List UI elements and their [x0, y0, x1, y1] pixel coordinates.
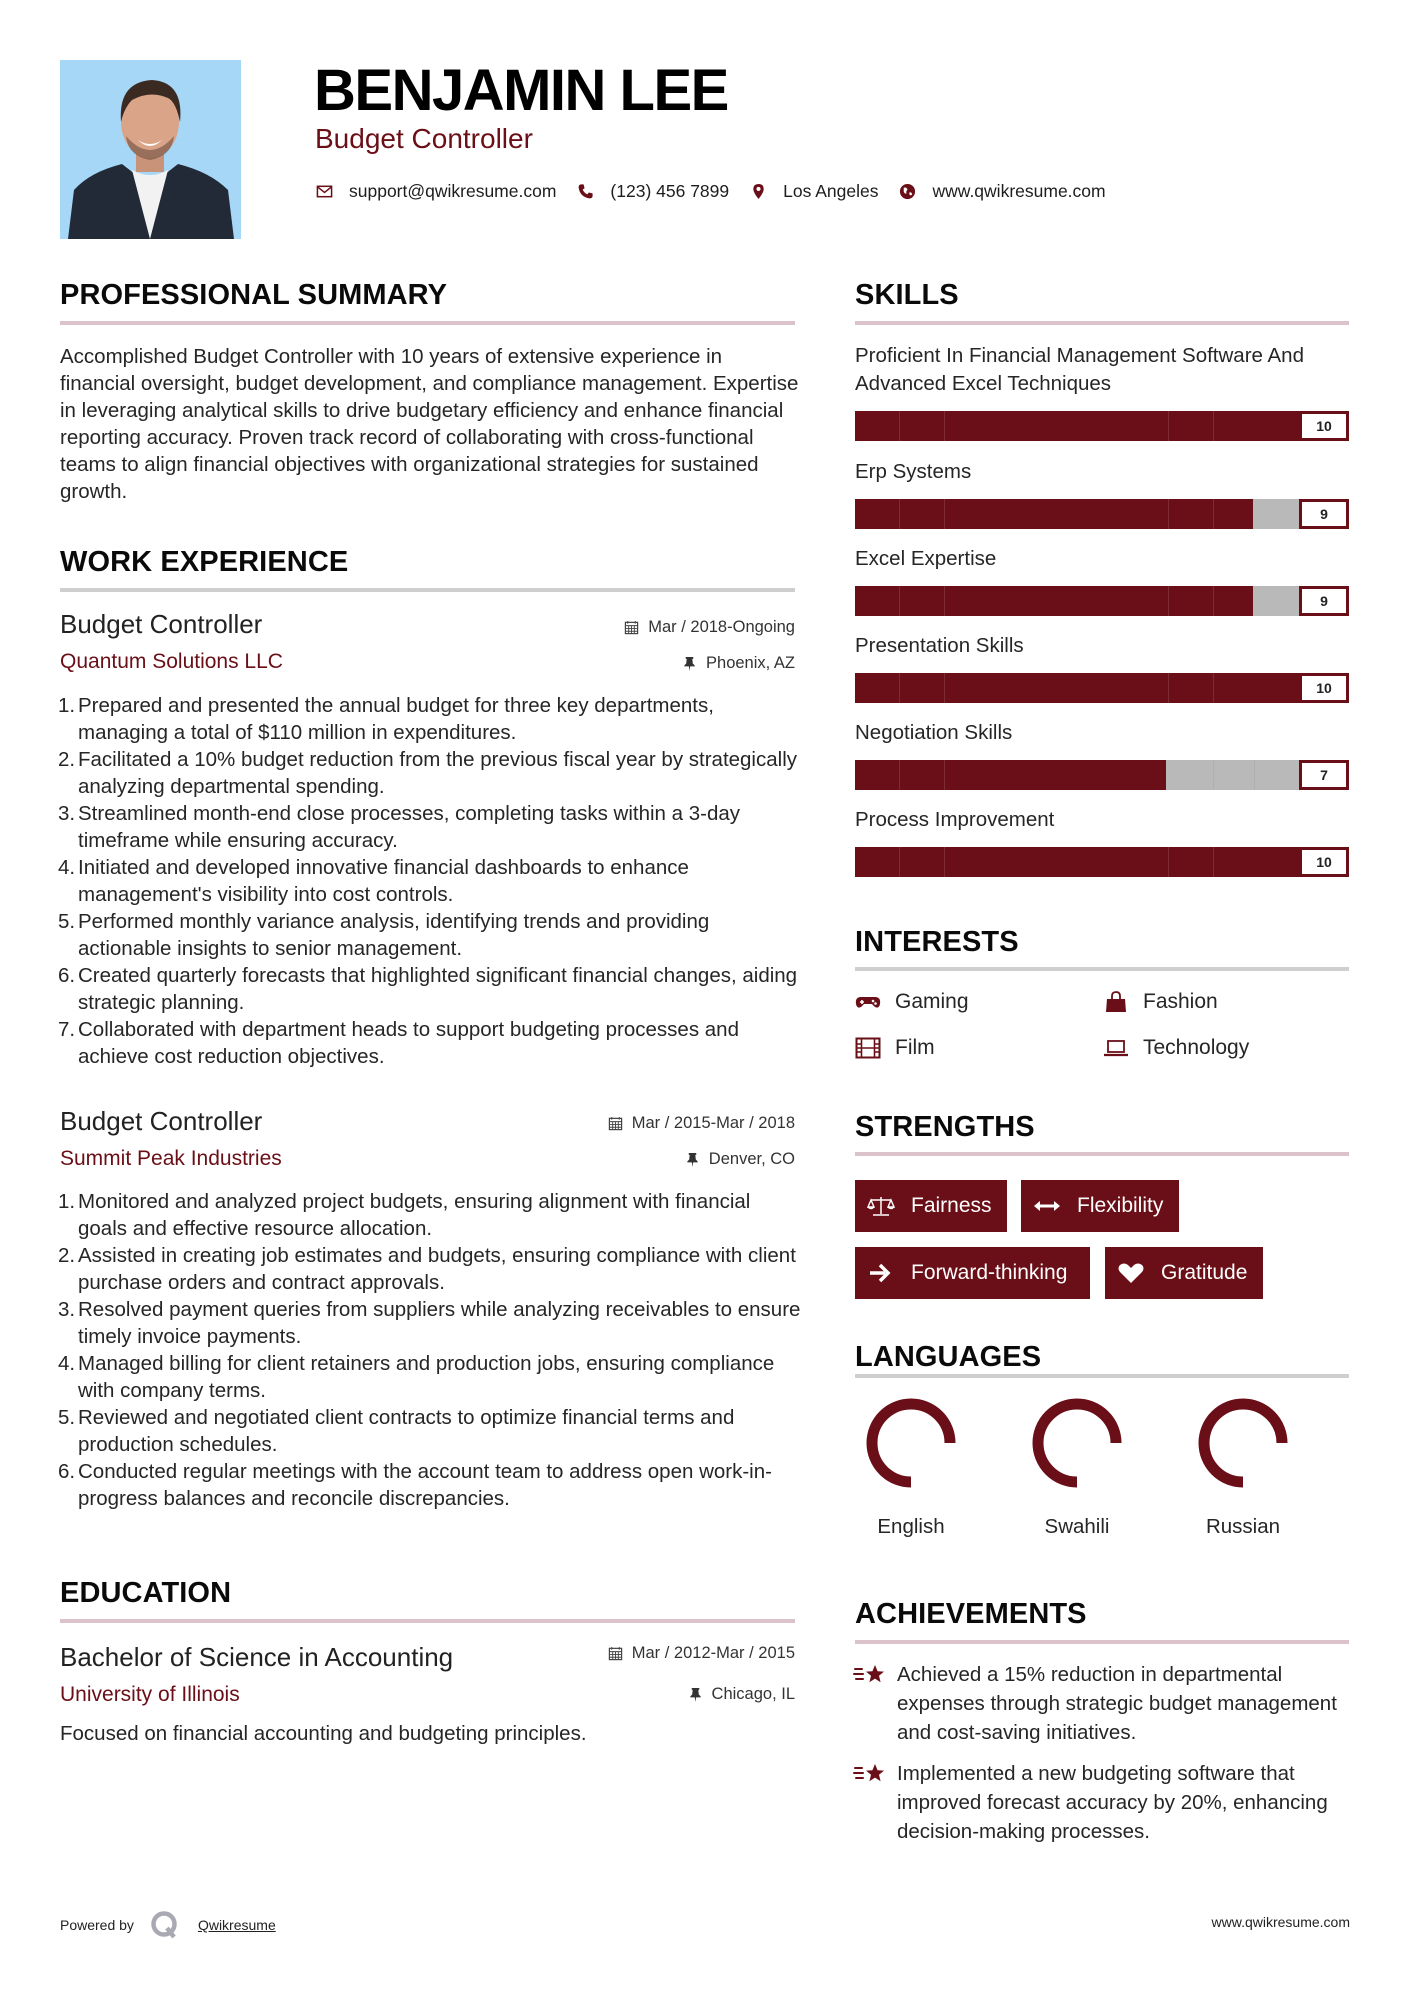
list-item: 2. Facilitated a 10% budget reduction from the previous fiscal year by strategically analyzing departmental spending. — [58, 748, 798, 798]
skill-item — [855, 458, 1349, 529]
calendar-icon — [608, 1646, 623, 1661]
job-dates-text: Mar / 2018-Ongoing — [648, 618, 795, 636]
job-title: Budget Controller — [60, 609, 263, 639]
strength-label: Gratitude — [1161, 1261, 1248, 1284]
section-heading-achievements: ACHIEVEMENTS — [855, 1598, 1087, 1630]
job-location — [682, 652, 795, 674]
contact-row — [315, 178, 1126, 204]
language-item — [1022, 1398, 1132, 1539]
list-item: 7. Collaborated with department heads to support budgeting processes and achieve cost reduction objectives. — [58, 1018, 739, 1068]
job-location-text: Phoenix, AZ — [706, 654, 795, 672]
strength-tag — [855, 1247, 1090, 1299]
interest-item — [1103, 1033, 1249, 1063]
skill-item — [855, 632, 1349, 703]
strength-tag — [1105, 1247, 1263, 1299]
skill-item — [855, 806, 1349, 877]
footer-powered-by — [60, 1910, 276, 1940]
language-level-ring — [1032, 1398, 1122, 1488]
film-icon — [855, 1037, 881, 1059]
list-item: 3. Streamlined month-end close processes, completing tasks within a 3-day timeframe while ensuring accuracy. — [58, 802, 741, 852]
contact-location — [749, 181, 878, 202]
skill-label: Erp Systems — [855, 460, 972, 483]
achievement-text: Achieved a 15% reduction in departmental expenses through strategic budget management and cost-saving initiatives. — [897, 1663, 1337, 1744]
section-divider — [60, 588, 795, 592]
language-level-ring — [1198, 1398, 1288, 1488]
section-heading-skills: SKILLS — [855, 279, 959, 311]
list-item: 2. Assisted in creating job estimates and budgets, ensuring compliance with client purchase orders and contract approvals. — [58, 1244, 796, 1294]
skill-score: 9 — [1299, 499, 1349, 529]
language-item — [1188, 1398, 1298, 1539]
skill-label: Process Improvement — [855, 808, 1055, 831]
arrow-right-icon — [867, 1262, 895, 1284]
contact-website-text: www.qwikresume.com — [932, 180, 1106, 201]
gamepad-icon — [855, 991, 881, 1013]
contact-website[interactable] — [899, 181, 1106, 202]
calendar-icon — [624, 620, 639, 635]
interest-item — [855, 987, 969, 1017]
language-item — [856, 1398, 966, 1539]
job-bullets — [60, 1188, 805, 1512]
section-divider — [855, 967, 1349, 971]
achievement-item — [853, 1759, 1353, 1846]
skill-bar — [855, 586, 1349, 616]
laptop-icon — [1103, 1037, 1129, 1059]
skill-score: 10 — [1299, 673, 1349, 703]
pushpin-icon — [682, 656, 697, 671]
globe-icon — [899, 182, 917, 200]
job-dates — [608, 1112, 795, 1134]
profile-photo — [60, 60, 241, 239]
skill-bar — [855, 760, 1349, 790]
heart-icon — [1117, 1262, 1145, 1284]
candidate-title: Budget Controller — [315, 123, 533, 154]
envelope-icon — [315, 182, 333, 200]
section-heading-summary: PROFESSIONAL SUMMARY — [60, 279, 448, 311]
list-item: 3. Resolved payment queries from suppliers while analyzing receivables to ensure timely invoice payments. — [58, 1298, 801, 1348]
school-name: University of Illinois — [60, 1683, 240, 1706]
achievement-text: Implemented a new budgeting software that improved forecast accuracy by 20%, enhancing decision-making processes. — [897, 1762, 1328, 1843]
contact-email[interactable] — [315, 181, 556, 202]
company-name: Quantum Solutions LLC — [60, 650, 283, 673]
education-dates-text: Mar / 2012-Mar / 2015 — [631, 1644, 795, 1662]
summary-text: Accomplished Budget Controller with 10 years of extensive experience in financial oversight, budget development, and compliance management. Expertise in leveraging analytical skills to drive budgetary efficiency and enhance financial reporting accuracy. Proven track record of collaborating with cross-functional teams to align financial objectives with organizational strategies for sustained growth. — [60, 345, 799, 503]
skill-bar — [855, 673, 1349, 703]
skill-bar — [855, 499, 1349, 529]
job-location-text: Denver, CO — [708, 1150, 795, 1168]
skill-label: Negotiation Skills — [855, 721, 1013, 744]
qwikresume-logo-icon — [150, 1910, 180, 1940]
education-dates — [608, 1642, 795, 1664]
shopping-bag-icon — [1103, 991, 1129, 1013]
section-heading-interests: INTERESTS — [855, 926, 1019, 958]
contact-phone-text: (123) 456 7899 — [610, 180, 730, 201]
section-divider — [855, 1374, 1349, 1378]
job-bullets — [60, 692, 805, 1070]
contact-phone[interactable] — [576, 181, 729, 202]
list-item: 1. Monitored and analyzed project budgets, ensuring alignment with financial goals and effective resource allocation. — [58, 1190, 751, 1240]
phone-icon — [576, 182, 594, 200]
section-heading-languages: LANGUAGES — [855, 1341, 1042, 1373]
pushpin-icon — [688, 1687, 703, 1702]
education-location-text: Chicago, IL — [711, 1685, 795, 1703]
skill-score: 10 — [1299, 847, 1349, 877]
skill-score: 7 — [1299, 760, 1349, 790]
list-item: 4. Initiated and developed innovative financial dashboards to enhance management's visibility into cost controls. — [58, 856, 689, 906]
section-heading-experience: WORK EXPERIENCE — [60, 546, 349, 578]
skill-score: 10 — [1299, 411, 1349, 441]
section-heading-strengths: STRENGTHS — [855, 1111, 1035, 1143]
section-divider — [855, 1152, 1349, 1156]
skill-score: 9 — [1299, 586, 1349, 616]
qwikresume-link[interactable]: Qwikresume — [197, 1917, 276, 1933]
section-divider — [60, 321, 795, 325]
skill-bar — [855, 411, 1349, 441]
language-label: Swahili — [1044, 1515, 1110, 1538]
skill-label: Excel Expertise — [855, 547, 997, 570]
powered-by-label: Powered by — [60, 1917, 134, 1933]
interest-label: Fashion — [1143, 990, 1218, 1013]
strength-tag — [855, 1180, 1007, 1232]
company-name: Summit Peak Industries — [60, 1147, 282, 1170]
language-level-ring — [866, 1398, 956, 1488]
list-item: 4. Managed billing for client retainers and production jobs, ensuring compliance with company terms. — [58, 1352, 775, 1402]
map-pin-icon — [749, 182, 767, 200]
interest-label: Film — [895, 1036, 935, 1059]
shooting-star-icon — [853, 1759, 887, 1846]
list-item: 6. Created quarterly forecasts that highlighted significant financial changes, aiding strategic planning. — [58, 964, 798, 1014]
candidate-name: BENJAMIN LEE — [314, 58, 728, 123]
job-title: Budget Controller — [60, 1106, 263, 1136]
list-item: 6. Conducted regular meetings with the account team to address open work-in-progress balances and reconcile discrepancies. — [58, 1460, 772, 1510]
skill-label: Presentation Skills — [855, 634, 1024, 657]
section-divider — [855, 321, 1349, 325]
strength-tag — [1021, 1180, 1179, 1232]
achievement-item — [853, 1660, 1353, 1747]
balance-scale-icon — [867, 1195, 895, 1217]
skill-label: Proficient In Financial Management Software And Advanced Excel Techniques — [855, 344, 1304, 395]
section-heading-education: EDUCATION — [60, 1577, 232, 1609]
strength-label: Flexibility — [1077, 1194, 1164, 1217]
person-photo-illustration — [60, 60, 241, 239]
strength-label: Forward-thinking — [911, 1261, 1068, 1284]
language-label: Russian — [1205, 1515, 1281, 1538]
interest-label: Technology — [1143, 1036, 1250, 1059]
job-dates-text: Mar / 2015-Mar / 2018 — [631, 1114, 795, 1132]
interest-label: Gaming — [895, 990, 969, 1013]
contact-email-text: support@qwikresume.com — [349, 180, 557, 201]
list-item: 5. Performed monthly variance analysis, identifying trends and providing actionable insights to senior management. — [58, 910, 710, 960]
arrows-horizontal-icon — [1033, 1195, 1061, 1217]
interest-item — [855, 1033, 935, 1063]
strength-label: Fairness — [911, 1194, 992, 1217]
interest-item — [1103, 987, 1218, 1017]
footer-url[interactable]: www.qwikresume.com — [1211, 1914, 1350, 1930]
section-divider — [855, 1640, 1349, 1644]
contact-location-text: Los Angeles — [783, 180, 879, 201]
section-divider — [60, 1619, 795, 1623]
shooting-star-icon — [853, 1660, 887, 1747]
job-location — [685, 1148, 795, 1170]
pushpin-icon — [685, 1152, 700, 1167]
list-item: 1. Prepared and presented the annual budget for three key departments, managing a total of $110 million in expenditures. — [58, 694, 714, 744]
degree-title: Bachelor of Science in Accounting — [60, 1642, 454, 1672]
skill-bar — [855, 847, 1349, 877]
calendar-icon — [608, 1116, 623, 1131]
skill-item — [855, 545, 1349, 616]
education-description: Focused on financial accounting and budgeting principles. — [60, 1722, 587, 1745]
list-item: 5. Reviewed and negotiated client contracts to optimize financial terms and production schedules. — [58, 1406, 735, 1456]
skill-item — [855, 719, 1349, 790]
skill-item — [855, 342, 1349, 441]
job-dates — [624, 616, 795, 638]
education-location — [688, 1683, 795, 1705]
language-label: English — [877, 1515, 945, 1538]
